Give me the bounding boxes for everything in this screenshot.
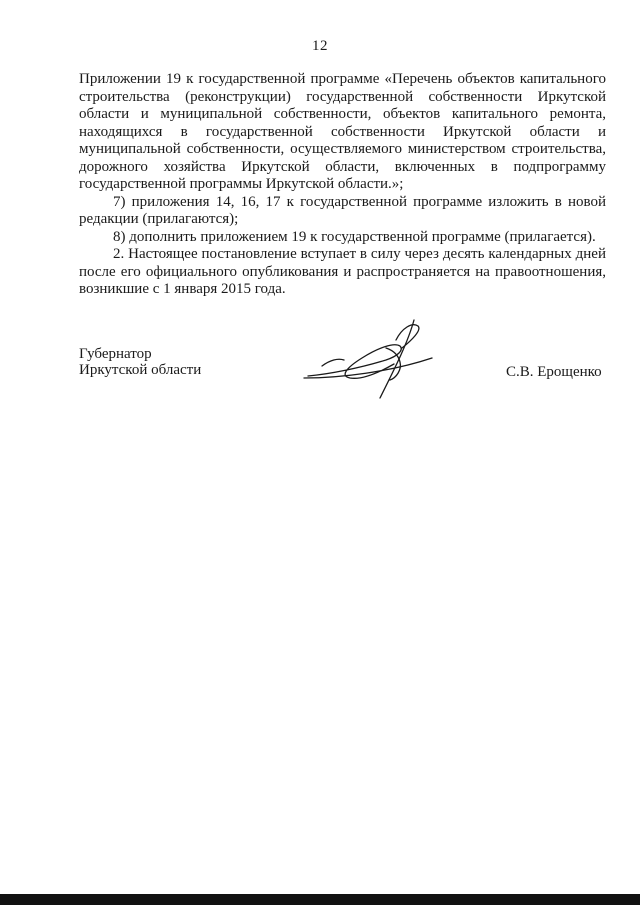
document-body xyxy=(79,71,606,299)
signature-icon xyxy=(300,318,440,400)
paragraph-item-8: 8) дополнить приложением 19 к государственной программе (прилагается). xyxy=(113,228,596,245)
scan-edge-bar xyxy=(0,894,640,905)
signatory-position xyxy=(79,346,201,378)
signatory-region: Иркутской области xyxy=(79,362,202,378)
paragraph-item-7: 7) приложения 14, 16, 17 к государственной программе изложить в новой редакции (прилагаются); xyxy=(79,193,606,227)
signatory-title: Губернатор xyxy=(79,346,152,362)
paragraph-appendix-19-continuation: Приложении 19 к государственной программе «Перечень объектов капитального строительства (реконструкции) государственной собственности Иркутской области и муниципальной собственности, объектов капитального ремонта, находящихся в государственной собственности Иркутской области и муниципальной собственности, осуществляемого министерством строительства, дорожного хозяйства Иркутской области, включенных в подпрограмму государственной программы Иркутской области.»; xyxy=(79,71,606,192)
paragraph-effective-date: 2. Настоящее постановление вступает в силу через десять календарных дней после его официального опубликования и распространяется на правоотношения, возникшие с 1 января 2015 года. xyxy=(79,246,606,297)
signatory-name: С.В. Ерощенко xyxy=(506,364,602,380)
page-number: 12 xyxy=(312,38,328,54)
